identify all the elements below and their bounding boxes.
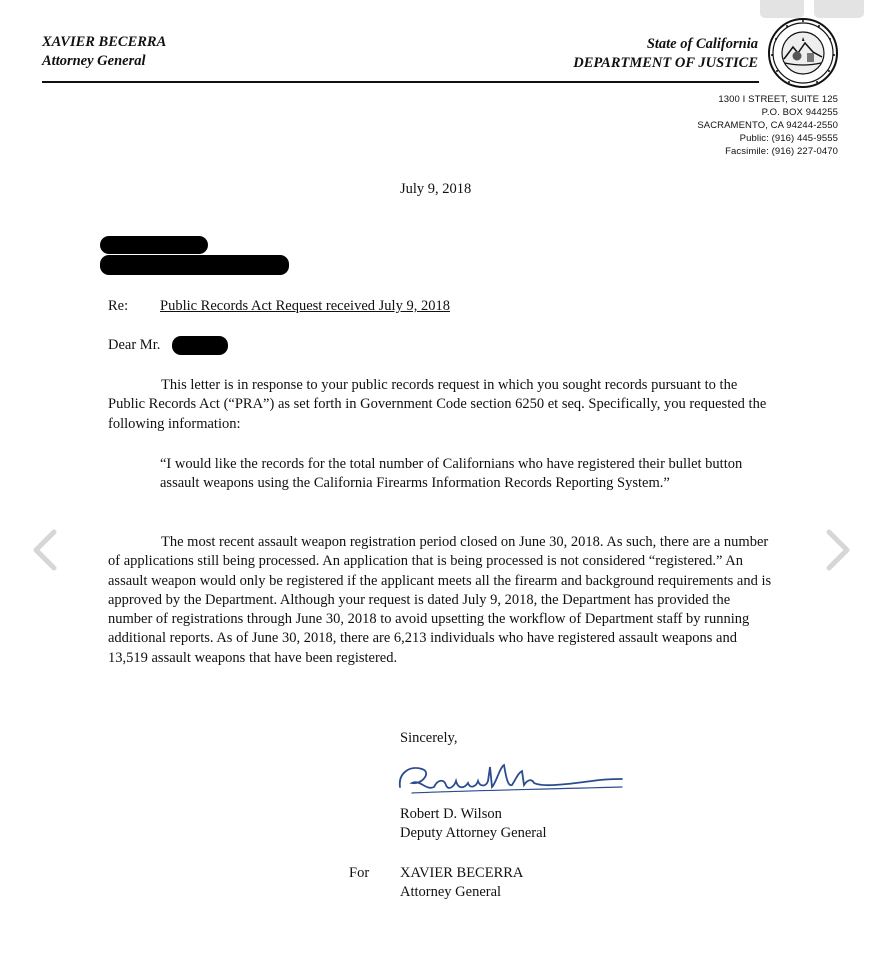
re-subject: Public Records Act Request received July 9, 2018 [160, 298, 450, 314]
handwritten-signature [392, 757, 628, 799]
for-title: Attorney General [400, 884, 502, 901]
letterhead-official [42, 33, 166, 71]
department-name: DEPARTMENT OF JUSTICE [573, 55, 758, 71]
body-paragraph: The most recent assault weapon registration period closed on June 30, 2018. As such, there are a number of applications still being processed. An application that is being processed is not considered “registered.” An assault weapon would only be registered if the applicant meets all the firearm and background requirements and is approved by the Department. Although your request is dated July 9, 2018, the Department has provided the number of registrations through June 30, 2018 to avoid upsetting the workflow of Department staff by running additional reports. As of June 30, 2018, there are 6,213 individuals who have registered assault weapons and 13,519 assault weapons that have been registered. [108, 534, 772, 666]
california-seal-icon [767, 17, 839, 89]
address-line: Facsimile: (916) 227-0470 [725, 146, 838, 157]
redacted-recipient-address [100, 255, 289, 275]
body-paragraph: This letter is in response to your public records request in which you sought records pursuant to the Public Records Act (“PRA”) as set forth in Government Code section 6250 et seq. Specifically, you requested the following information: [108, 377, 767, 432]
redacted-recipient-surname [172, 336, 228, 355]
chevron-right-icon [823, 528, 853, 572]
department-address [697, 93, 838, 158]
signer-name: Robert D. Wilson [400, 806, 502, 822]
letterhead-divider [42, 81, 759, 83]
previous-page-button[interactable] [22, 527, 68, 573]
for-label: For [349, 865, 370, 881]
closing: Sincerely, [400, 730, 458, 746]
letterhead-department [573, 35, 758, 73]
address-line: Public: (916) 445-9555 [739, 133, 838, 144]
letter-date: July 9, 2018 [400, 181, 472, 197]
official-name: XAVIER BECERRA [42, 34, 167, 50]
re-label: Re: [108, 298, 129, 314]
salutation: Dear Mr. [108, 337, 161, 353]
signer-title: Deputy Attorney General [400, 825, 547, 842]
chevron-left-icon [30, 528, 60, 572]
official-title: Attorney General [42, 53, 146, 69]
for-block [400, 864, 523, 903]
address-line: P.O. BOX 944255 [761, 107, 838, 118]
quoted-request: “I would like the records for the total number of Californians who have registered their bullet button assault weapons using the California Firearms Information Records Reporting System.” [160, 456, 743, 492]
state-name: State of California [646, 36, 758, 52]
window-close-button[interactable] [814, 0, 864, 18]
address-line: SACRAMENTO, CA 94244-2550 [697, 120, 838, 131]
window-control-button[interactable] [760, 0, 804, 18]
for-name: XAVIER BECERRA [400, 865, 524, 881]
signer-block [400, 805, 547, 844]
address-line: 1300 I STREET, SUITE 125 [718, 94, 838, 105]
redacted-recipient-name [100, 236, 208, 254]
next-page-button[interactable] [815, 527, 861, 573]
